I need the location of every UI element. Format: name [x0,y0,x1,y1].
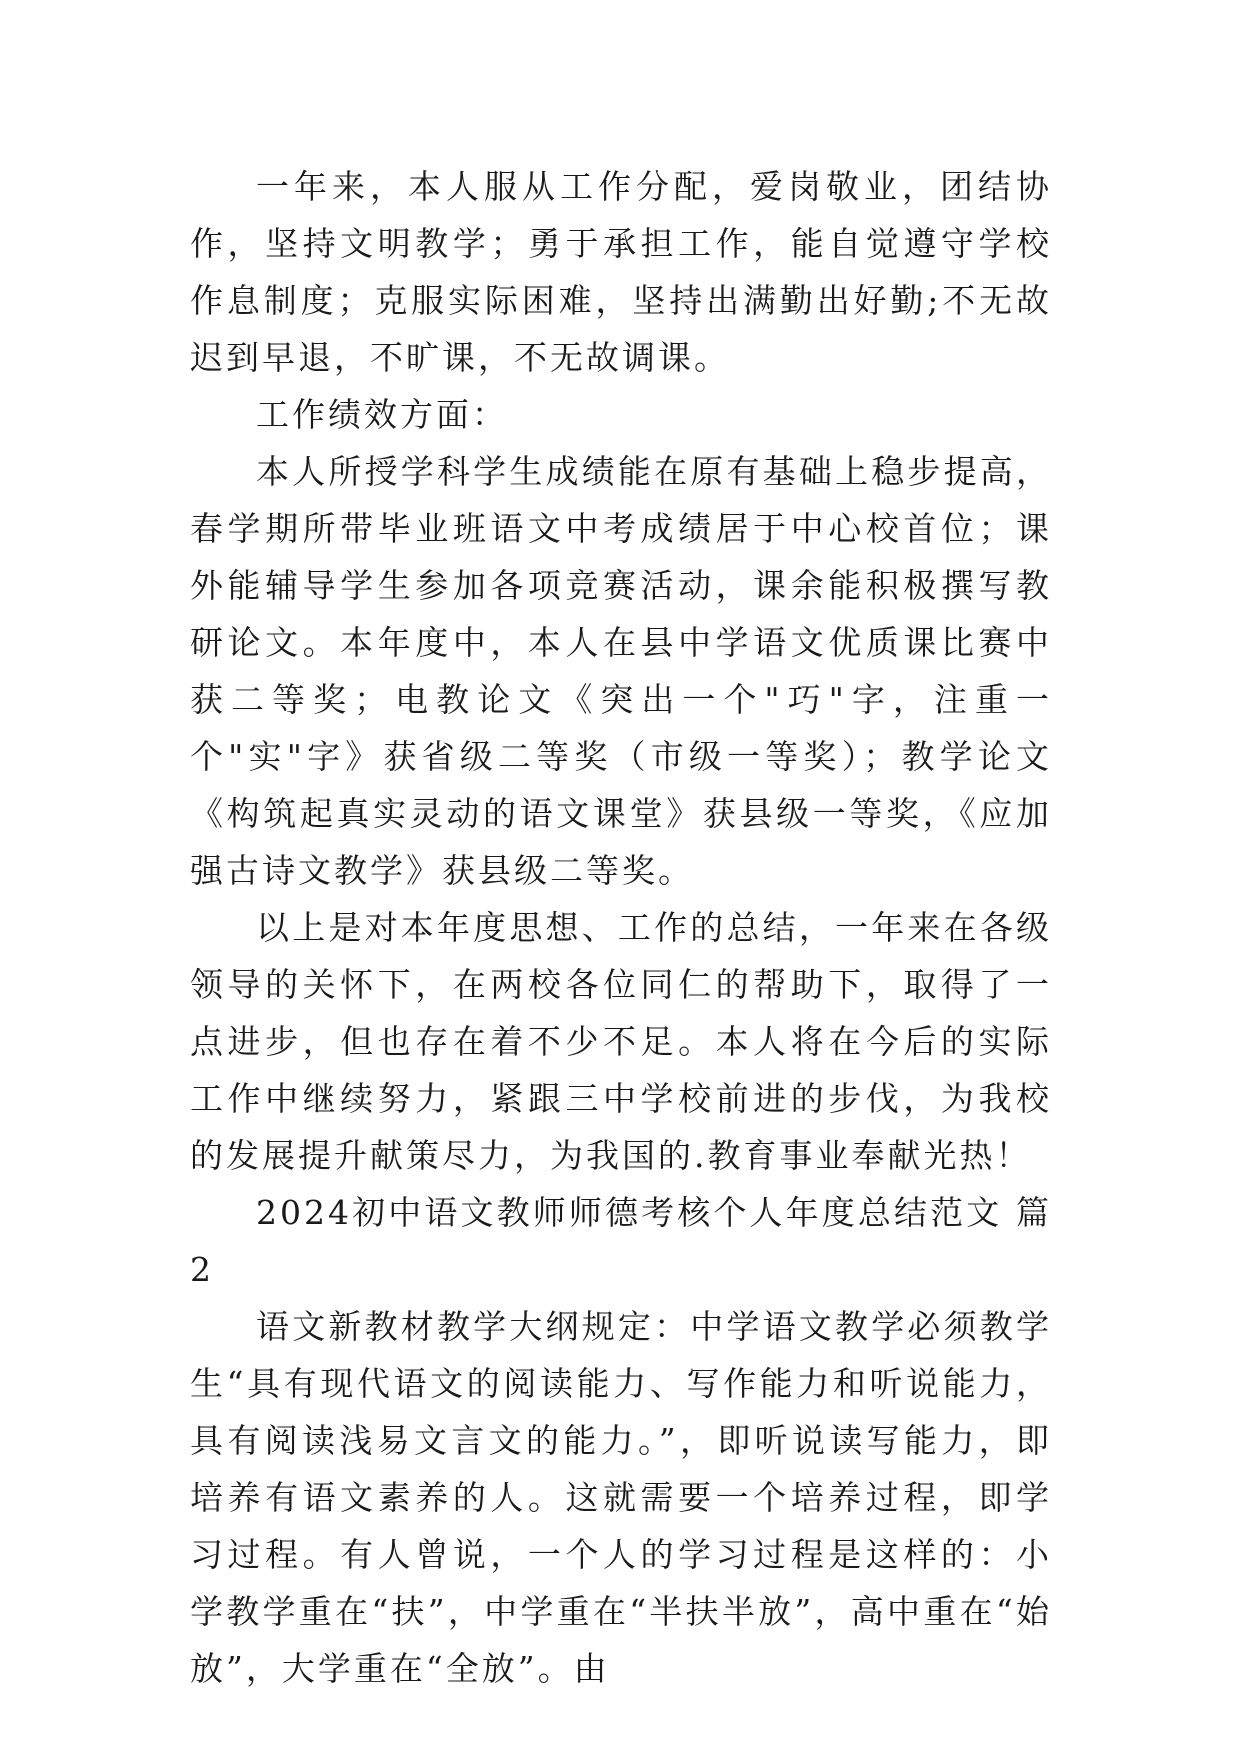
document-body [190,158,1052,1697]
section-title: 2024初中语文教师师德考核个人年度总结范文 篇2 [190,1193,1052,1289]
paragraph-attendance: 一年来，本人服从工作分配，爱岗敬业，团结协作，坚持文明教学；勇于承担工作，能自觉遵守学校作息制度；克服实际困难，坚持出满勤出好勤;不无故迟到早退，不旷课，不无故调课。 [190,167,1052,377]
paragraph-performance-heading: 工作绩效方面： [256,395,508,434]
paragraph-syllabus: 语文新教材教学大纲规定：中学语文教学必须教学生“具有现代语文的阅读能力、写作能力和听说能力，具有阅读浅易文言文的能力。”，即听说读写能力，即培养有语文素养的人。这就需要一个培养过程，即学习过程。有人曾说，一个人的学习过程是这样的：小学教学重在“扶”，中学重在“半扶半放”，高中重在“始放”，大学重在“全放”。由 [190,1307,1052,1688]
paragraph-conclusion: 以上是对本年度思想、工作的总结，一年来在各级领导的关怀下，在两校各位同仁的帮助下，取得了一点进步，但也存在着不少不足。本人将在今后的实际工作中继续努力，紧跟三中学校前进的步伐，为我校的发展提升献策尽力，为我国的.教育事业奉献光热！ [190,908,1052,1175]
paragraph-achievements: 本人所授学科学生成绩能在原有基础上稳步提高，春学期所带毕业班语文中考成绩居于中心校首位；课外能辅导学生参加各项竞赛活动，课余能积极撰写教研论文。本年度中，本人在县中学语文优质课比赛中获二等奖；电教论文《突出一个"巧"字，注重一个"实"字》获省级二等奖（市级一等奖）；教学论文《构筑起真实灵动的语文课堂》获县级一等奖，《应加强古诗文教学》获县级二等奖。 [190,452,1052,890]
